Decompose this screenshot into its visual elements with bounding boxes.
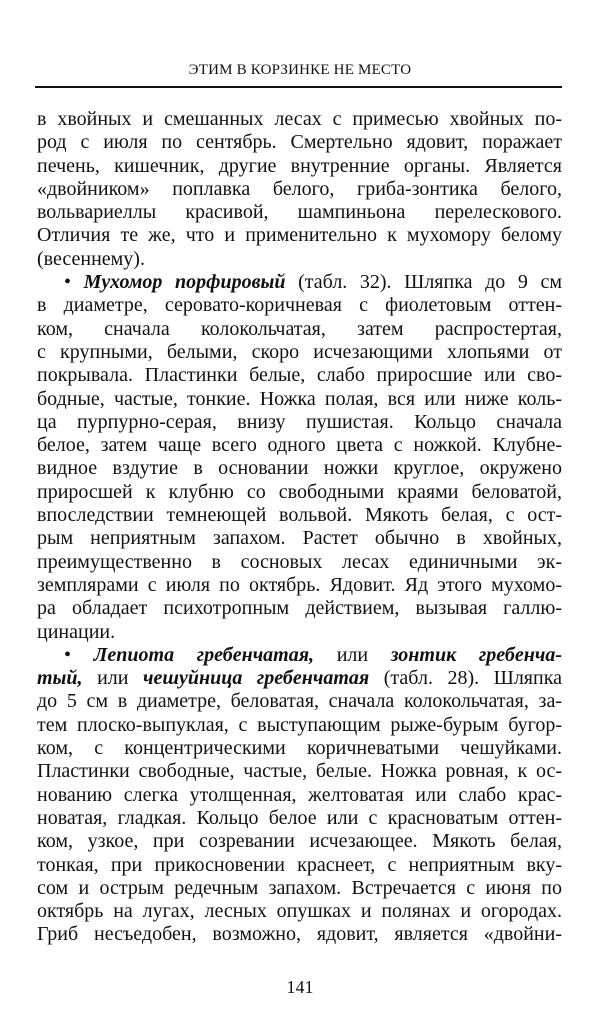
text-line: [37, 551, 562, 574]
text-line: [37, 923, 562, 946]
text-span: или: [82, 667, 143, 690]
text-span: с крупными, белыми, скоро исчезающими хлопьями от: [37, 340, 562, 363]
species-name: зонтик гребенча-: [390, 643, 562, 666]
text-line: [37, 737, 562, 760]
text-line: [37, 248, 562, 271]
text-line: [37, 155, 562, 178]
text-span: или: [314, 643, 391, 666]
text-line: [37, 784, 562, 807]
text-line: [37, 388, 562, 411]
text-span: Гриб несъедобен, возможно, ядовит, является «двойни-: [37, 923, 562, 946]
text-span: видное вздутие в основании ножки круглое, окружено: [37, 457, 562, 480]
text-span: •: [64, 643, 94, 666]
text-line: [37, 900, 562, 923]
text-line: [37, 807, 562, 830]
text-span: печень, кишечник, другие внутренние органы. Является: [37, 154, 562, 177]
text-span: Пластинки свободные, частые, белые. Ножка ровная, к ос-: [37, 760, 562, 783]
text-span: Отличия те же, что и применительно к мухомору белому: [37, 224, 562, 247]
body-text: [37, 108, 562, 947]
text-line: [37, 364, 562, 387]
text-line: [37, 271, 562, 294]
text-line: [37, 318, 562, 341]
text-line: [37, 434, 562, 457]
text-line: [37, 108, 562, 131]
text-line: [37, 597, 562, 620]
text-span: в хвойных и смешанных лесах с примесью хвойных по-: [37, 108, 562, 130]
text-line: [37, 294, 562, 317]
text-line: [37, 621, 562, 644]
running-head: ЭТИМ В КОРЗИНКЕ НЕ МЕСТО: [188, 62, 412, 78]
text-line: [37, 667, 562, 690]
text-span: цинации.: [37, 620, 116, 643]
species-name: Лепиота гребенчатая,: [93, 643, 315, 666]
text-line: [37, 527, 562, 550]
text-span: сом и острым редечным запахом. Встречается с июня по: [37, 876, 562, 899]
text-line: [37, 877, 562, 900]
text-line: [37, 504, 562, 527]
text-span: (табл. 28). Шляпка: [369, 667, 562, 690]
text-line: [37, 341, 562, 364]
text-span: до 5 см в диаметре, беловатая, сначала колокольчатая, за-: [37, 690, 562, 713]
text-span: белое, затем чаще всего одного цвета с ножкой. Клубне-: [37, 434, 562, 457]
text-span: преимущественно в сосновых лесах единичными эк-: [37, 550, 562, 573]
text-span: (весеннему).: [37, 247, 145, 270]
text-span: октябрь на лугах, лесных опушках и полянах и огородах.: [37, 900, 562, 923]
text-span: ком, сначала колокольчатая, затем распростертая,: [37, 317, 562, 340]
text-span: (табл. 32). Шляпка до 9 см: [285, 271, 562, 294]
text-span: приросшей к клубню со свободными краями беловатой,: [37, 480, 562, 503]
text-line: [37, 644, 562, 667]
species-name: Мухомор порфировый: [83, 271, 286, 294]
text-line: [37, 714, 562, 737]
text-span: ком, узкое, при созревании исчезающее. Мякоть белая,: [37, 830, 562, 853]
text-line: [37, 457, 562, 480]
text-span: ца пурпурно-серая, внизу пушистая. Кольцо сначала: [37, 410, 562, 433]
text-line: [37, 690, 562, 713]
text-span: бодные, частые, тонкие. Ножка полая, вся или ниже коль-: [37, 387, 562, 410]
text-line: [37, 830, 562, 853]
text-line: [37, 411, 562, 434]
text-span: ком, с концентрическими коричневатыми чешуйками.: [37, 737, 562, 760]
page-number: 141: [286, 977, 314, 997]
text-span: «двойником» поплавка белого, гриба-зонтика белого,: [37, 177, 562, 200]
text-line: [37, 201, 562, 224]
text-line: [37, 131, 562, 154]
text-span: нованию слегка утолщенная, желтоватая или слабо крас-: [37, 783, 562, 806]
text-line: [37, 178, 562, 201]
text-span: рым неприятным запахом. Растет обычно в хвойных,: [37, 527, 562, 550]
species-name: тый,: [37, 667, 83, 690]
text-span: в диаметре, серовато-коричневая с фиолетовым оттен-: [37, 294, 562, 317]
text-line: [37, 224, 562, 247]
text-span: тонкая, при прикосновении краснеет, с неприятным вку-: [37, 853, 562, 876]
text-span: земплярами с июля по октябрь. Ядовит. Яд этого мухомо-: [37, 573, 562, 596]
species-name: чешуйница гребенчатая: [143, 667, 370, 690]
text-span: покрывала. Пластинки белые, слабо приросшие или сво-: [37, 364, 562, 387]
text-span: •: [64, 271, 84, 294]
text-span: ра обладает психотропным действием, вызывая галлю-: [37, 597, 562, 620]
text-span: тем плоско-выпуклая, с выступающим рыже-бурым бугор-: [37, 713, 562, 736]
text-span: вольвариеллы красивой, шампиньона перелескового.: [37, 201, 562, 224]
text-line: [37, 481, 562, 504]
header-rule: [35, 86, 562, 88]
text-span: впоследствии темнеющей вольвой. Мякоть белая, с ост-: [37, 504, 562, 527]
text-line: [37, 854, 562, 877]
text-span: род с июля по сентябрь. Смертельно ядовит, поражает: [37, 131, 562, 154]
text-span: новатая, гладкая. Кольцо белое или с красноватым оттен-: [37, 806, 562, 829]
text-line: [37, 574, 562, 597]
text-line: [37, 760, 562, 783]
